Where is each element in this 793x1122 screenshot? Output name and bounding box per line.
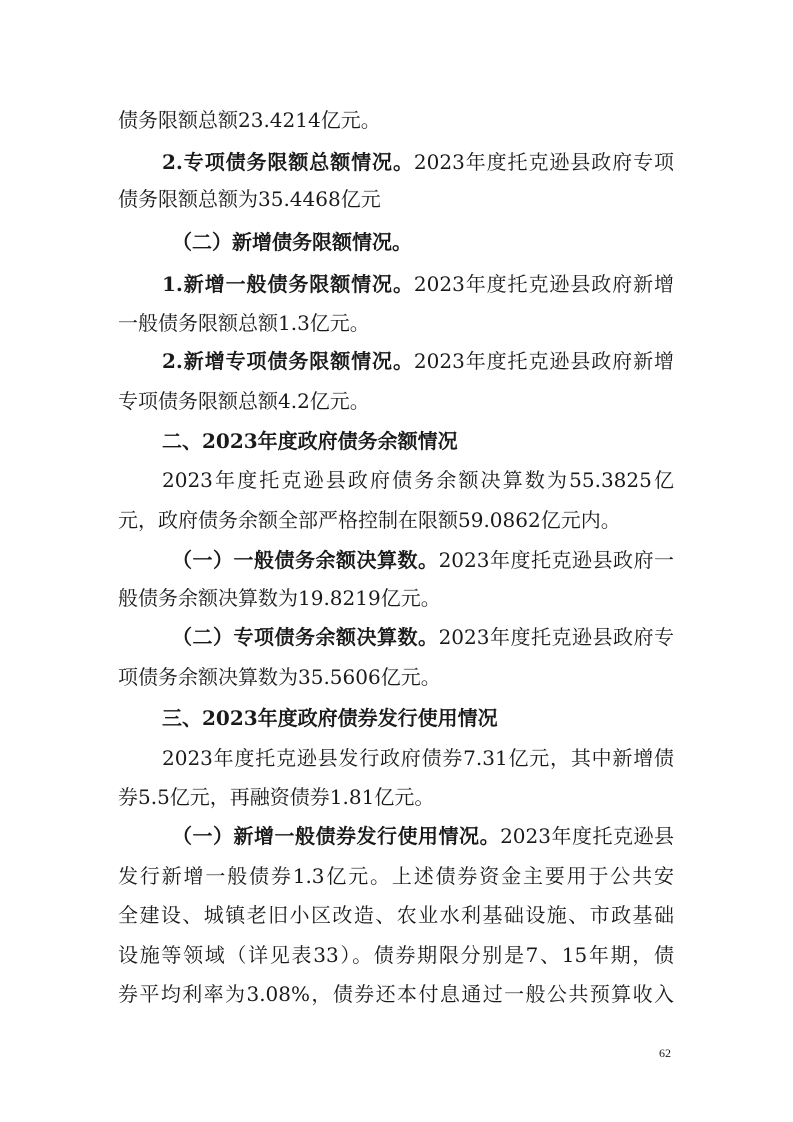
section-heading: （二）新增债务限额情况。 (172, 230, 412, 254)
text-line: 一般债务限额总额1.3亿元。 (118, 311, 370, 335)
text-line: 2023年度托克逊县发行政府债券7.31亿元，其中新增债 (162, 746, 674, 770)
text-line: 券平均利率为3.08%，债券还本付息通过一般公共预算收入 (118, 982, 674, 1006)
text-line: 项债务余额决算数为35.5606亿元。 (118, 665, 441, 689)
text-line: 2023年度托克逊县政府债务余额决算数为55.3825亿 (162, 468, 674, 492)
text-line: 般债务余额决算数为19.8219亿元。 (118, 586, 441, 610)
text-line: 债务限额总额为35.4468亿元 (118, 187, 381, 211)
text-line: 券5.5亿元，再融资债券1.81亿元。 (118, 785, 435, 809)
text-line: 元，政府债务余额全部严格控制在限额59.0862亿元内。 (118, 508, 621, 532)
page-number: 62 (659, 1046, 671, 1060)
text-line: 2.专项债务限额总额情况。2023年度托克逊县政府专项 (162, 150, 674, 174)
text-line: 全建设、城镇老旧小区改造、农业水利基础设施、市政基础 (118, 903, 674, 927)
text-line: （一）一般债务余额决算数。2023年度托克逊县政府一 (172, 548, 674, 572)
text-line: （一）新增一般债券发行使用情况。2023年度托克逊县 (172, 824, 675, 848)
section-heading: 二、2023年度政府债务余额情况 (162, 429, 458, 453)
text-line: 2.新增专项债务限额情况。2023年度托克逊县政府新增 (162, 349, 674, 373)
text-line: （二）专项债务余额决算数。2023年度托克逊县政府专 (172, 625, 674, 649)
text-line: 专项债务限额总额4.2亿元。 (118, 389, 370, 413)
text-line: 债务限额总额23.4214亿元。 (118, 108, 381, 132)
section-heading: 三、2023年度政府债券发行使用情况 (162, 706, 498, 730)
text-line: 发行新增一般债券1.3亿元。上述债券资金主要用于公共安 (118, 864, 674, 888)
text-line: 1.新增一般债务限额情况。2023年度托克逊县政府新增 (162, 272, 674, 296)
text-line: 设施等领域（详见表33）。债券期限分别是7、15年期，债 (118, 943, 674, 967)
